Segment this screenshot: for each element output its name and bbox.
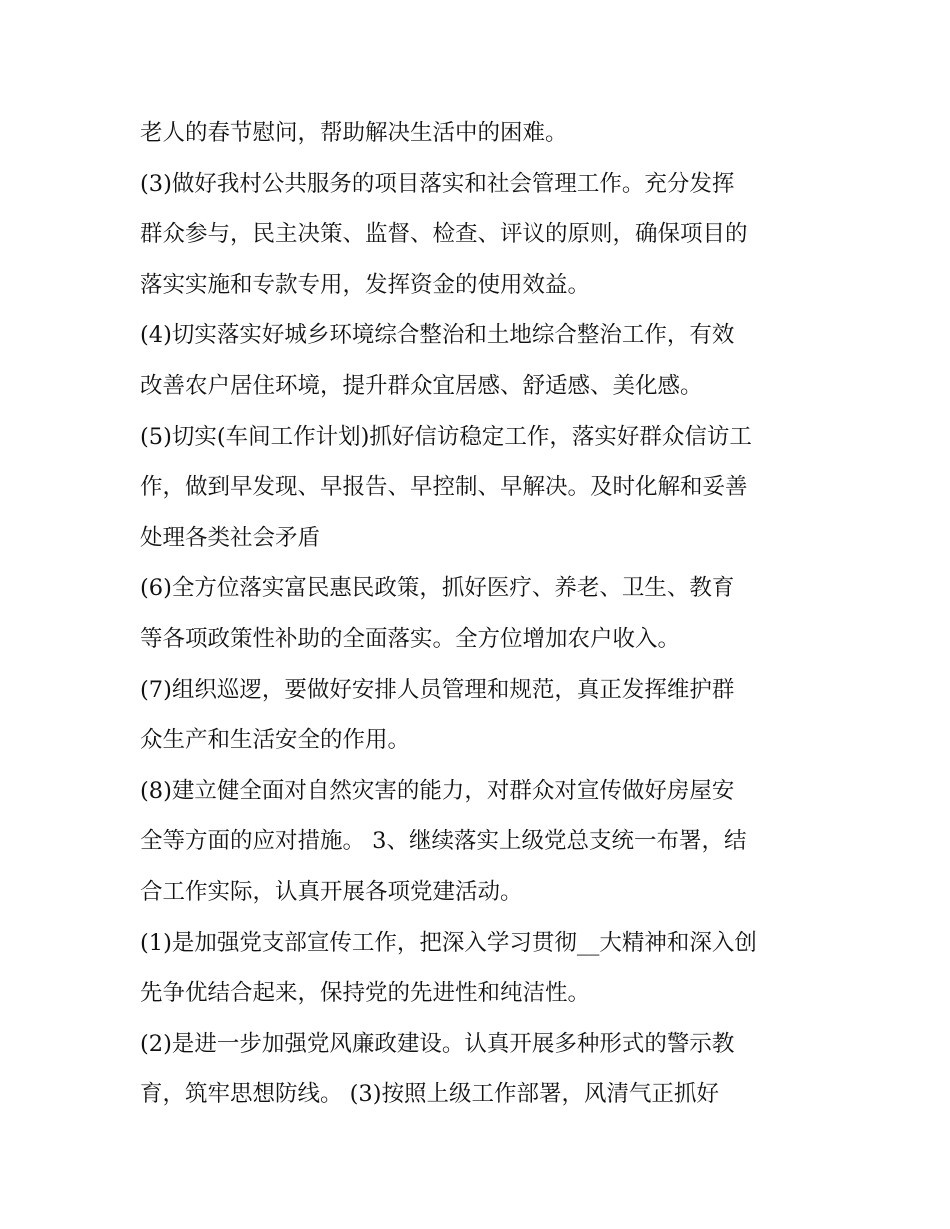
text-line: 育，筑牢思想防线。 (3)按照上级工作部署，风清气正抓好 — [140, 1081, 720, 1108]
text-line: 群众参与，民主决策、监督、检查、评议的原则，确保项目的 — [140, 221, 748, 248]
text-line: (1)是加强党支部宣传工作，把深入学习贯彻__大精神和深入创 — [140, 929, 757, 956]
text-line: (4)切实落实好城乡环境综合整治和土地综合整治工作，有效 — [140, 322, 735, 349]
text-line: (6)全方位落实富民惠民政策，抓好医疗、养老、卫生、教育 — [140, 575, 735, 602]
text-line: (2)是进一步加强党风廉政建设。认真开展多种形式的警示教 — [140, 1030, 735, 1057]
text-line: 全等方面的应对措施。 3、继续落实上级党总支统一布署，结 — [140, 828, 747, 855]
document-body — [140, 108, 820, 1120]
text-line: 先争优结合起来，保持党的先进性和纯洁性。 — [140, 980, 591, 1007]
text-line: 处理各类社会矛盾 — [140, 524, 321, 551]
text-line: 落实实施和专款专用，发挥资金的使用效益。 — [140, 271, 591, 298]
text-line: (5)切实(车间工作计划)抓好信访稳定工作，落实好群众信访工 — [140, 423, 752, 450]
text-line: 众生产和生活安全的作用。 — [140, 727, 411, 754]
text-line: 合工作实际，认真开展各项党建活动。 — [140, 878, 523, 905]
text-line: 等各项政策性补助的全面落实。全方位增加农户收入。 — [140, 625, 681, 652]
text-line: (8)建立健全面对自然灾害的能力，对群众对宣传做好房屋安 — [140, 777, 735, 804]
text-line: (7)组织巡逻，要做好安排人员管理和规范，真正发挥维护群 — [140, 676, 735, 703]
text-line: (3)做好我村公共服务的项目落实和社会管理工作。充分发挥 — [140, 170, 735, 197]
text-line: 改善农户居住环境，提升群众宜居感、舒适感、美化感。 — [140, 372, 703, 399]
text-line: 作，做到早发现、早报告、早控制、早解决。及时化解和妥善 — [140, 474, 748, 501]
text-line: 老人的春节慰问，帮助解决生活中的困难。 — [140, 120, 568, 146]
